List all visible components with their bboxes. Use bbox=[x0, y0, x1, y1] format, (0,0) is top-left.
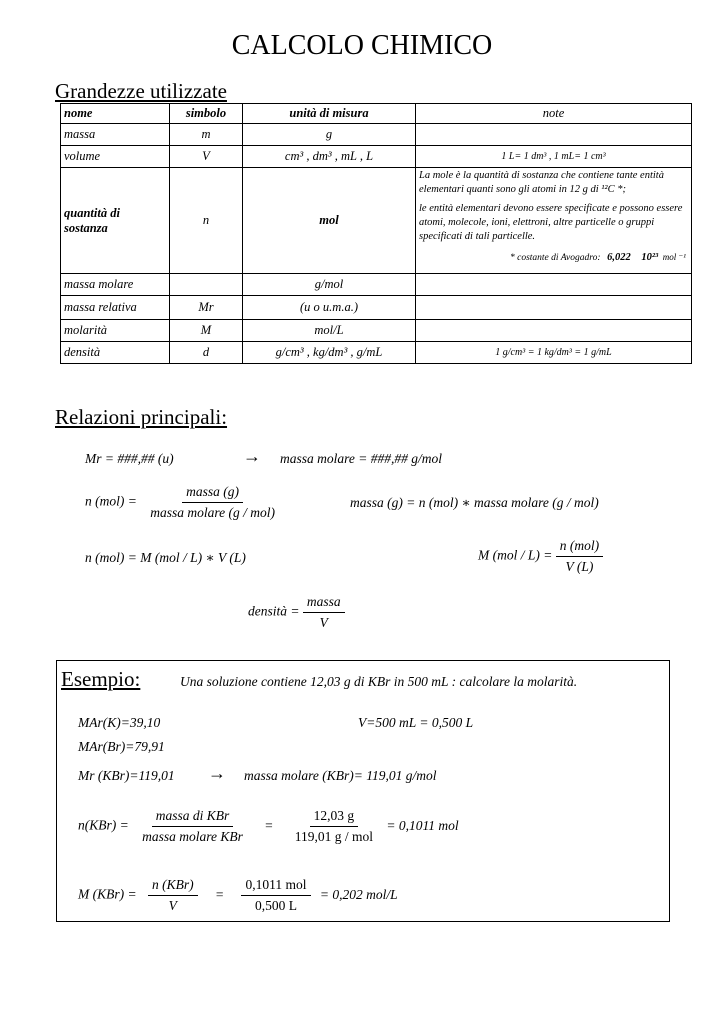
formula-massa: massa (g) = n (mol) ∗ massa molare (g / mol) bbox=[350, 495, 599, 510]
fraction bbox=[556, 538, 603, 575]
example-volume: V=500 mL = 0,500 L bbox=[358, 715, 474, 730]
formula-lhs: M (KBr) = bbox=[78, 886, 137, 902]
fraction-numerator: 0,1011 mol bbox=[241, 877, 310, 896]
arrow-icon: → bbox=[208, 763, 226, 783]
avogadro-unit: mol ⁻¹ bbox=[662, 252, 686, 262]
avogadro-power: 10²³ bbox=[641, 252, 659, 263]
fraction-numerator: n (mol) bbox=[556, 538, 603, 557]
avogadro-label: * costante di Avogadro: bbox=[509, 253, 601, 263]
fraction bbox=[138, 808, 247, 845]
result: = 0,1011 mol bbox=[386, 817, 459, 833]
cell-nome: quantità di sostanza bbox=[61, 168, 170, 274]
table-row bbox=[61, 296, 692, 320]
cell-simbolo: d bbox=[170, 342, 243, 364]
fraction-denominator: massa molare (g / mol) bbox=[150, 505, 275, 520]
avogadro-value: 6,022 bbox=[607, 252, 631, 263]
example-mr-kbr: Mr (KBr)=119,01 bbox=[78, 768, 175, 783]
header-nome: nome bbox=[61, 104, 170, 124]
relation-massa-molare: massa molare = ###,## g/mol bbox=[280, 451, 442, 466]
cell-unita: g/cm³ , kg/dm³ , g/mL bbox=[243, 342, 416, 364]
example-massa-molare: massa molare (KBr)= 119,01 g/mol bbox=[244, 768, 437, 783]
cell-note: 1 g/cm³ = 1 kg/dm³ = 1 g/mL bbox=[416, 342, 692, 364]
fraction-denominator: massa molare KBr bbox=[142, 829, 243, 844]
fraction-denominator: 0,500 L bbox=[254, 898, 297, 913]
section-heading-relazioni: Relazioni principali: bbox=[55, 405, 228, 429]
fraction-denominator: V (L) bbox=[565, 559, 594, 574]
cell-nome: molarità bbox=[61, 320, 170, 342]
formula-n-massa bbox=[85, 484, 279, 521]
cell-unita: g bbox=[243, 124, 416, 146]
table-header-row bbox=[61, 104, 692, 124]
header-unita: unità di misura bbox=[243, 104, 416, 124]
note-entita: le entità elementari devono essere specificate e possono essere atomi, molecole, ioni, elettroni, altre particelle o gruppi specificati di tali particelle. bbox=[419, 203, 683, 242]
result: = 0,202 mol/L bbox=[319, 886, 398, 902]
formula-molarita bbox=[478, 538, 603, 575]
formula-n-molarita: n (mol) = M (mol / L) ∗ V (L) bbox=[85, 550, 246, 565]
cell-nome: massa relativa bbox=[61, 296, 170, 320]
table-row bbox=[61, 342, 692, 364]
cell-nome: massa bbox=[61, 124, 170, 146]
example-heading: Esempio: bbox=[61, 667, 141, 691]
cell-note bbox=[416, 320, 692, 342]
example-n-formula bbox=[78, 808, 459, 845]
equals-sign: = bbox=[264, 817, 274, 833]
quantities-table bbox=[60, 103, 692, 364]
cell-note bbox=[416, 296, 692, 320]
cell-nome: densità bbox=[61, 342, 170, 364]
fraction bbox=[303, 594, 345, 631]
formula-lhs: n(KBr) = bbox=[78, 817, 129, 833]
cell-simbolo: M bbox=[170, 320, 243, 342]
fraction-numerator: massa di KBr bbox=[152, 808, 234, 827]
cell-simbolo: m bbox=[170, 124, 243, 146]
example-mar-br: MAr(Br)=79,91 bbox=[78, 739, 165, 754]
table-row bbox=[61, 320, 692, 342]
cell-unita: mol/L bbox=[243, 320, 416, 342]
header-note: note bbox=[416, 104, 692, 124]
fraction bbox=[148, 877, 198, 914]
cell-note bbox=[416, 274, 692, 296]
section-heading-grandezze: Grandezze utilizzate bbox=[55, 79, 227, 103]
table-row bbox=[61, 124, 692, 146]
cell-simbolo: V bbox=[170, 146, 243, 168]
note-mole-definition: La mole è la quantità di sostanza che contiene tante entità elementari quanti sono gli atomi in 12 g di ¹²C *; bbox=[419, 170, 664, 195]
fraction bbox=[291, 808, 377, 845]
fraction bbox=[146, 484, 279, 521]
cell-unita: mol bbox=[243, 168, 416, 274]
arrow-icon: → bbox=[243, 446, 261, 466]
formula-lhs: n (mol) = bbox=[85, 493, 137, 509]
cell-unita: g/mol bbox=[243, 274, 416, 296]
equals-sign: = bbox=[214, 886, 225, 902]
example-text: Una soluzione contiene 12,03 g di KBr in 500 mL : calcolare la molarità. bbox=[180, 674, 578, 689]
cell-simbolo: Mr bbox=[170, 296, 243, 320]
formula-densita bbox=[248, 594, 345, 631]
formula-lhs: densità = bbox=[248, 603, 300, 619]
example-m-formula bbox=[78, 877, 398, 914]
relation-mr: Mr = ###,## (u) bbox=[85, 451, 174, 466]
cell-nome: volume bbox=[61, 146, 170, 168]
table-row bbox=[61, 146, 692, 168]
fraction-denominator: 119,01 g / mol bbox=[294, 829, 374, 844]
header-simbolo: simbolo bbox=[170, 104, 243, 124]
table-row bbox=[61, 168, 692, 274]
cell-unita: (u o u.m.a.) bbox=[243, 296, 416, 320]
fraction-numerator: massa bbox=[303, 594, 345, 613]
cell-simbolo: n bbox=[170, 168, 243, 274]
example-mar-k: MAr(K)=39,10 bbox=[78, 715, 161, 730]
fraction bbox=[241, 877, 310, 914]
cell-note-mole bbox=[416, 168, 692, 274]
cell-simbolo bbox=[170, 274, 243, 296]
fraction-numerator: n (KBr) bbox=[148, 877, 198, 896]
cell-unita: cm³ , dm³ , mL , L bbox=[243, 146, 416, 168]
fraction-denominator: V bbox=[168, 898, 177, 913]
page-title: CALCOLO CHIMICO bbox=[231, 30, 493, 61]
note-avogadro bbox=[419, 250, 688, 265]
table-row bbox=[61, 274, 692, 296]
formula-lhs: M (mol / L) = bbox=[478, 547, 553, 563]
cell-note bbox=[416, 124, 692, 146]
cell-note: 1 L= 1 dm³ , 1 mL= 1 cm³ bbox=[416, 146, 692, 168]
fraction-denominator: V bbox=[319, 615, 328, 630]
fraction-numerator: 12,03 g bbox=[310, 808, 359, 827]
cell-nome: massa molare bbox=[61, 274, 170, 296]
fraction-numerator: massa (g) bbox=[182, 484, 243, 503]
